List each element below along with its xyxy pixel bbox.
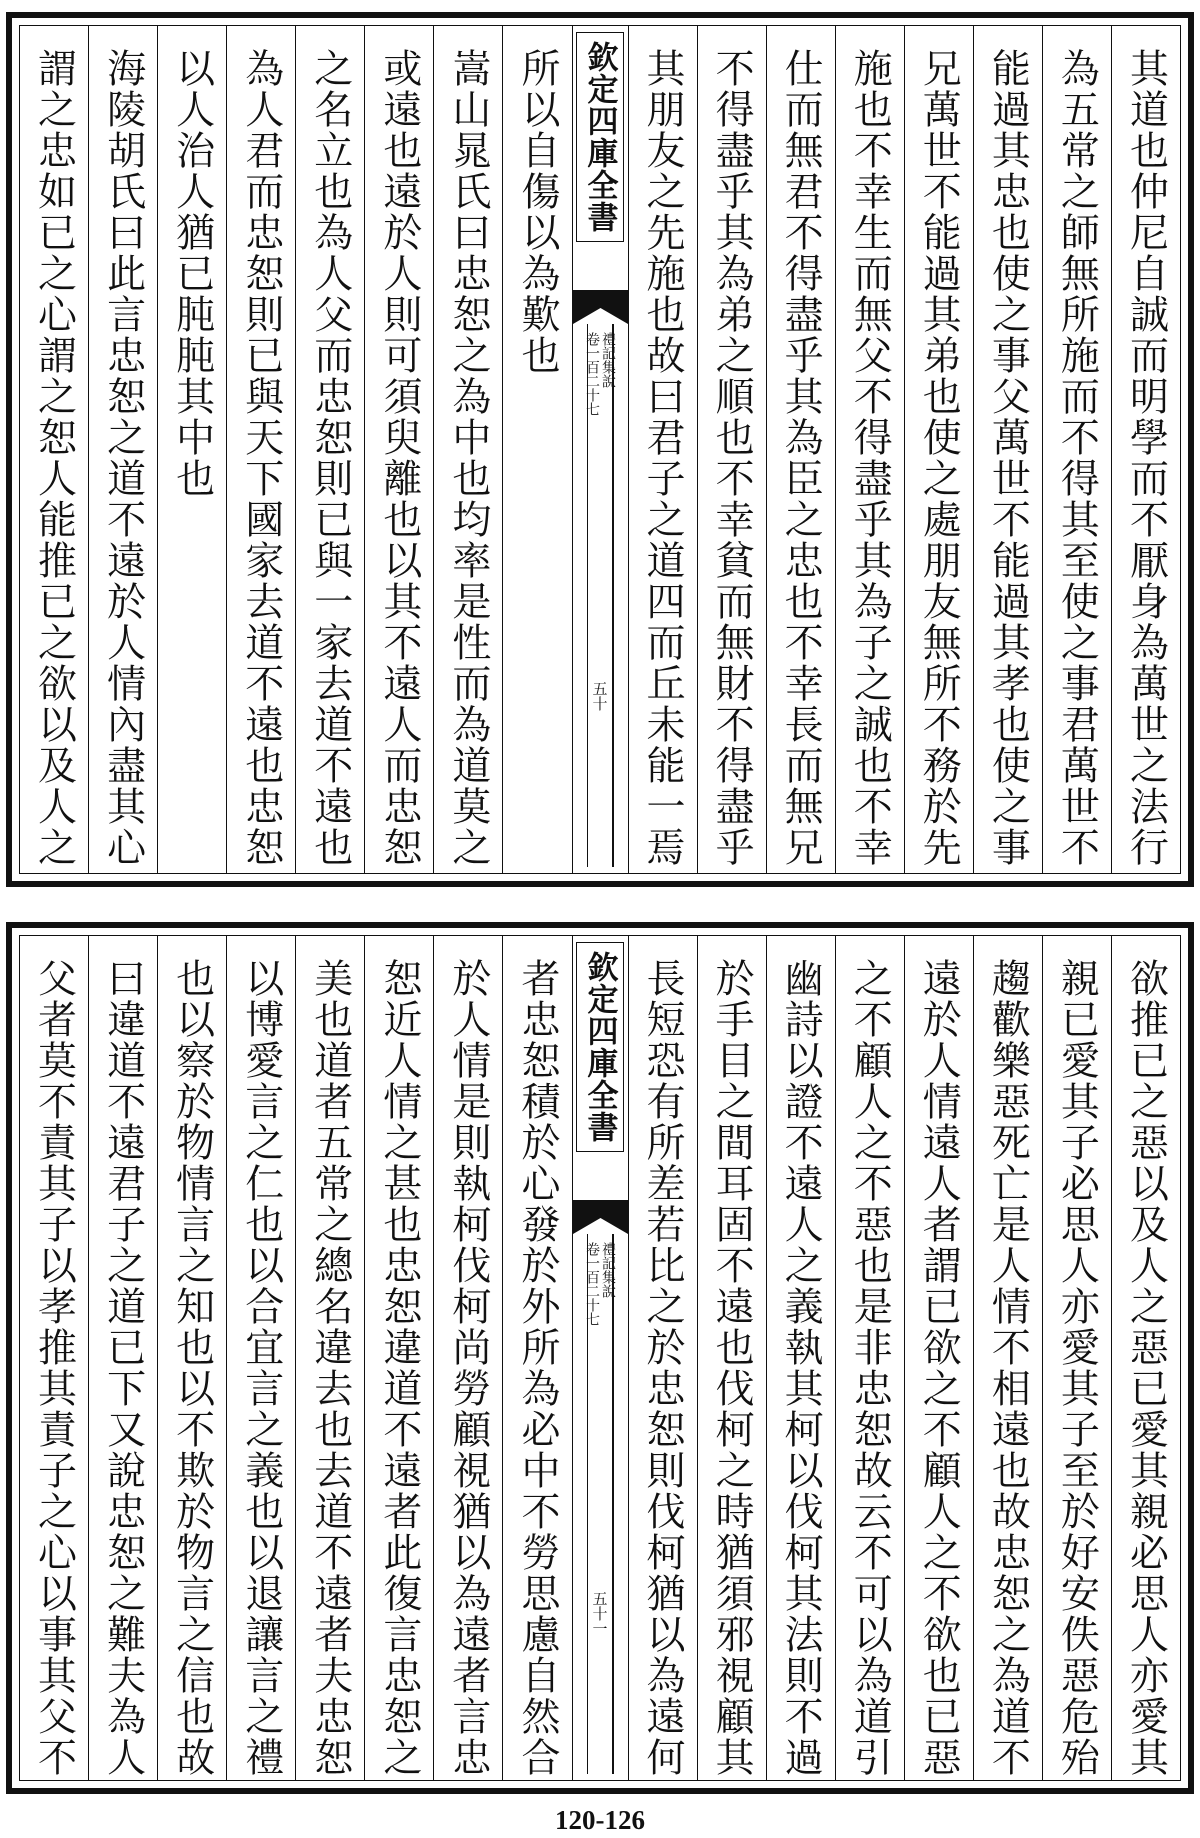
column-text: 或遠也遠於人則可須臾離也以其不遠人而忠恕 bbox=[376, 48, 422, 868]
column-text: 施也不幸生而無父不得盡乎其為子之誠也不幸 bbox=[847, 48, 893, 868]
column-text: 不得盡乎其為弟之順也不幸貧而無財不得盡乎 bbox=[709, 48, 755, 868]
bottom-column-4 bbox=[904, 936, 973, 1780]
top-column-3 bbox=[973, 26, 1042, 873]
bottom-column-13 bbox=[226, 936, 295, 1780]
bottom-column-11 bbox=[364, 936, 433, 1780]
bottom-column-8 bbox=[628, 936, 697, 1780]
top-column-14 bbox=[157, 26, 226, 873]
bottom-column-3 bbox=[973, 936, 1042, 1780]
bottom-column-9 bbox=[502, 936, 571, 1780]
column-text: 能過其忠也使之事父萬世不能過其孝也使之事 bbox=[985, 48, 1031, 868]
bottom-page-panel bbox=[6, 922, 1194, 1794]
column-text: 為五常之師無所施而不得其至使之事君萬世不 bbox=[1054, 48, 1100, 868]
column-text: 仕而無君不得盡乎其為臣之忠也不幸長而無兄 bbox=[778, 48, 824, 868]
column-text: 謂之忠如已之心謂之恕人能推已之欲以及人之 bbox=[31, 48, 77, 868]
column-text: 也以察於物情言之知也以不欺於物言之信也故 bbox=[169, 958, 215, 1778]
bottom-column-15 bbox=[88, 936, 157, 1780]
bottom-column-6 bbox=[766, 936, 835, 1780]
column-text: 曰違道不遠君子之道已下又說忠恕之難夫為人 bbox=[100, 958, 146, 1778]
column-text: 幽詩以證不遠人之義執其柯以伐柯其法則不過 bbox=[778, 958, 824, 1778]
column-text: 父者莫不責其子以孝推其責子之心以事其父不 bbox=[31, 958, 77, 1778]
column-text: 之名立也為人父而忠恕則已與一家去道不遠也 bbox=[307, 48, 353, 868]
column-text: 於人情是則執柯伐柯尚勞顧視猶以為遠者言忠 bbox=[445, 958, 491, 1778]
column-text: 欲推已之惡以及人之惡已愛其親必思人亦愛其 bbox=[1123, 958, 1169, 1778]
bottom-column-5 bbox=[835, 936, 904, 1780]
column-text: 親已愛其子必思人亦愛其子至於好安佚惡危殆 bbox=[1054, 958, 1100, 1778]
volume-label: 卷一百二十七 bbox=[584, 332, 600, 416]
top-page-panel bbox=[6, 12, 1194, 887]
page-number: 120-126 bbox=[555, 1805, 645, 1835]
column-text: 所以自傷以為歎也 bbox=[514, 48, 560, 376]
column-text: 其道也仲尼自誠而明學而不厭身為萬世之法行 bbox=[1123, 48, 1169, 868]
work-title: 禮記集說 bbox=[600, 1242, 616, 1298]
top-column-2 bbox=[1042, 26, 1111, 873]
bottom-column-14 bbox=[157, 936, 226, 1780]
column-text: 恕近人情之甚也忠恕違道不遠者此復言忠恕之 bbox=[376, 958, 422, 1778]
column-text: 於手目之間耳固不遠也伐柯之時猶須邪視顧其 bbox=[709, 958, 755, 1778]
bottom-column-1 bbox=[1111, 936, 1180, 1780]
top-column-15 bbox=[88, 26, 157, 873]
top-column-7 bbox=[697, 26, 766, 873]
top-column-16 bbox=[20, 26, 88, 873]
book-title-label: 欽定四庫全書 bbox=[576, 32, 624, 242]
column-text: 長短恐有所差若比之於忠恕則伐柯猶以為遠何 bbox=[640, 958, 686, 1778]
folio-number: 五十 bbox=[590, 681, 609, 711]
bottom-column-10 bbox=[433, 936, 502, 1780]
top-column-5 bbox=[835, 26, 904, 873]
column-text: 者忠恕積於心發於外所為必中不勞思慮自然合 bbox=[514, 958, 560, 1778]
column-text: 嵩山晁氏曰忠恕之為中也均率是性而為道莫之 bbox=[445, 48, 491, 868]
column-text: 為人君而忠恕則已與天下國家去道不遠也忠恕 bbox=[238, 48, 284, 868]
volume-label: 卷一百二十七 bbox=[584, 1242, 600, 1326]
top-column-6 bbox=[766, 26, 835, 873]
column-text: 海陵胡氏曰此言忠恕之道不遠於人情內盡其心 bbox=[100, 48, 146, 868]
bottom-column-16 bbox=[20, 936, 88, 1780]
column-text: 美也道者五常之總名違去也去道不遠者夫忠恕 bbox=[307, 958, 353, 1778]
top-column-11 bbox=[364, 26, 433, 873]
top-column-8 bbox=[628, 26, 697, 873]
bottom-column-2 bbox=[1042, 936, 1111, 1780]
top-column-9 bbox=[502, 26, 571, 873]
bottom-page-grid bbox=[19, 935, 1181, 1781]
fishtail-mark-icon bbox=[573, 290, 628, 324]
column-text: 以博愛言之仁也以合宜言之義也以退讓言之禮 bbox=[238, 958, 284, 1778]
top-center-fold bbox=[572, 26, 628, 873]
column-text: 之不顧人之不惡也是非忠恕故云不可以為道引 bbox=[847, 958, 893, 1778]
top-column-12 bbox=[295, 26, 364, 873]
top-column-13 bbox=[226, 26, 295, 873]
bottom-center-fold bbox=[572, 936, 628, 1780]
top-column-4 bbox=[904, 26, 973, 873]
top-column-1 bbox=[1111, 26, 1180, 873]
work-title: 禮記集說 bbox=[600, 332, 616, 388]
fishtail-mark-icon bbox=[573, 1200, 628, 1234]
column-text: 兄萬世不能過其弟也使之處朋友無所不務於先 bbox=[916, 48, 962, 868]
column-text: 趨歡樂惡死亡是人情不相遠也故忠恕之為道不 bbox=[985, 958, 1031, 1778]
bottom-column-7 bbox=[697, 936, 766, 1780]
column-text: 以人治人猶已肫肫其中也 bbox=[169, 48, 215, 499]
top-column-10 bbox=[433, 26, 502, 873]
folio-number: 五十一 bbox=[590, 1591, 609, 1636]
top-page-grid bbox=[19, 25, 1181, 874]
bottom-column-12 bbox=[295, 936, 364, 1780]
column-text: 遠於人情遠人者謂已欲之不顧人之不欲也已惡 bbox=[916, 958, 962, 1778]
book-title-label: 欽定四庫全書 bbox=[576, 942, 624, 1152]
column-text: 其朋友之先施也故曰君子之道四而丘未能一焉 bbox=[640, 48, 686, 868]
